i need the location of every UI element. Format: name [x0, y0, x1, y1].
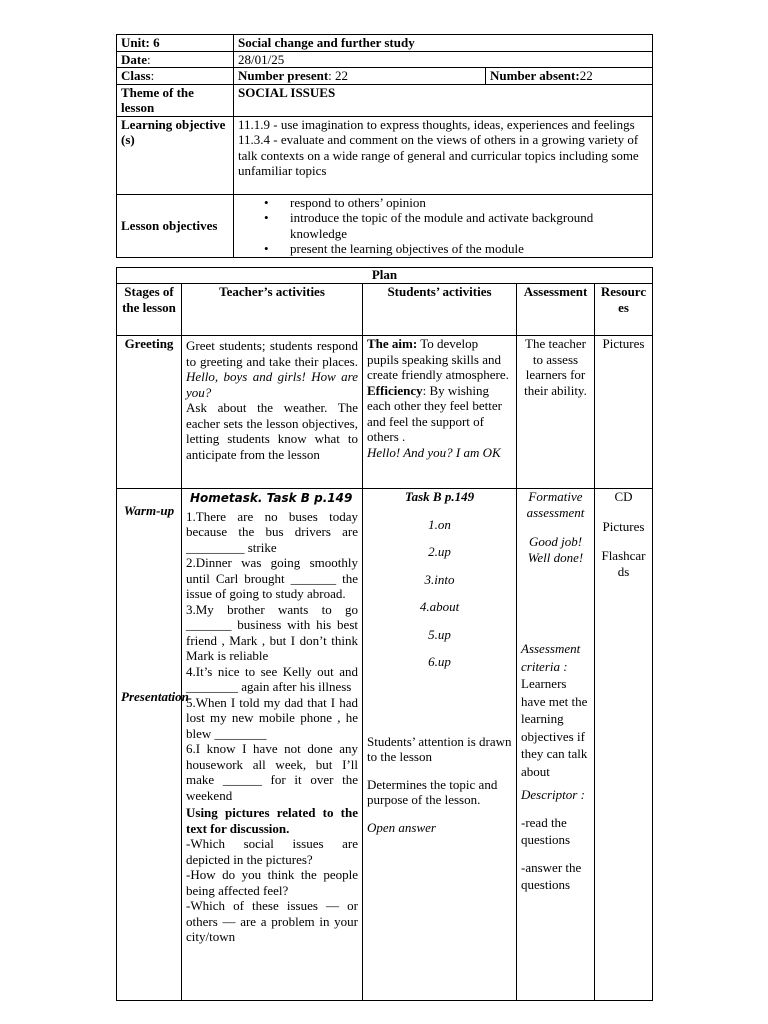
efficiency-label: Efficiency [367, 382, 423, 398]
absent-label: Number absent: [490, 68, 580, 83]
descriptor-1: -read the questions [521, 814, 571, 847]
lesson-objectives-cell [234, 194, 653, 257]
greeting-students-cell [363, 336, 517, 489]
main-teacher-cell [182, 489, 363, 1001]
main-assessment-cell [517, 489, 595, 1001]
col-assessment: Assessment [517, 284, 595, 336]
task-title: Task B p.149 [404, 489, 475, 504]
discussion-2: -How do you think the people being affected feel? [186, 867, 358, 898]
unit-label: Unit: 6 [117, 35, 234, 52]
theme-label: Theme of the lesson [117, 84, 234, 116]
learning-objective-2: 11.3.4 - evaluate and comment on the views of others in a growing variety of talk contexts on a wide range of general and curricular topics including some unfamiliar topics [238, 132, 639, 178]
lesson-objectives-label: Lesson objectives [117, 194, 234, 257]
present-value: : 22 [328, 68, 349, 83]
lesson-plan-table [116, 267, 653, 1001]
lesson-objective-item: • present the learning objectives of the module [290, 241, 648, 257]
answer-5: 5.up [428, 626, 451, 642]
lesson-objective-item: • respond to others’ opinion [290, 195, 648, 211]
question-1: 1.There are no buses today because the bus drivers are _________ strike [186, 508, 358, 555]
main-stage-cell [117, 489, 189, 1001]
question-4: 4.It’s nice to see Kelly out and ________ again after his illness [186, 663, 358, 694]
question-3: 3.My brother wants to go _______ business with his best friend , Mark , but I don’t think Mark is reliable [186, 601, 358, 663]
determines-text: Determines the topic and purpose of the lesson. [367, 776, 498, 807]
criteria-label: Assessment criteria : [521, 641, 581, 674]
criteria-text: Learners have met the learning objectives if they can talk about [521, 676, 588, 779]
answer-6: 6.up [428, 654, 451, 669]
resource-cd: CD [614, 489, 633, 504]
greeting-teacher-text: Greet students; students respond to greeting and take their places. [186, 338, 358, 369]
present-label: Number present [238, 68, 329, 83]
greeting-phrase: Hello, boys and girls! How are you? [186, 369, 358, 400]
student-reply: Hello! And you? I am OK [367, 444, 501, 460]
resource-pictures: Pictures [602, 518, 645, 534]
answer-3: 3.into [424, 571, 455, 587]
hometask-title: Hometask. Task B p.149 [190, 491, 353, 505]
resource-flashcards: Flashcards [601, 548, 646, 579]
col-students: Students’ activities [363, 284, 517, 336]
col-teacher: Teacher’s activities [182, 284, 363, 336]
class-label-cell [117, 68, 234, 85]
class-label: Class [121, 68, 151, 83]
plan-heading: Plan [117, 268, 653, 284]
descriptor-2: -answer the questions [521, 859, 582, 892]
descriptor-label: Descriptor : [521, 787, 585, 802]
main-students-cell [363, 489, 517, 1001]
class-colon: : [150, 68, 155, 83]
stage-presentation: Presentation [121, 688, 189, 704]
greeting-teacher-cell [182, 336, 363, 489]
theme-value: SOCIAL ISSUES [234, 84, 653, 116]
praise-text: Good job! Well done! [527, 534, 584, 565]
stage-greeting: Greeting [117, 336, 182, 489]
formative-assessment: Formative assessment [526, 489, 585, 520]
absent-value: 22 [579, 68, 593, 83]
col-resources: Resources [595, 284, 653, 336]
question-2: 2.Dinner was going smoothly until Carl brought _______ the issue of going to study abroad. [186, 555, 358, 601]
question-5: 5.When I told my dad that I had lost my new mobile phone , he blew ________ [186, 694, 358, 741]
greeting-teacher-text-2: Ask about the weather. The eacher sets the lesson objectives, letting students know what to anticipate from the lesson [186, 400, 358, 462]
greeting-resources: Pictures [595, 336, 653, 489]
date-label-cell [117, 51, 234, 68]
learning-objective-1: 11.1.9 - use imagination to express thoughts, ideas, experiences and feelings [238, 116, 635, 132]
aim-label: The aim: [367, 336, 418, 351]
lesson-objectives-list [238, 195, 648, 257]
discussion-3: -Which of these issues — or others — are a problem in your city/town [186, 898, 358, 944]
date-value: 28/01/25 [234, 51, 653, 68]
unit-value: Social change and further study [234, 35, 653, 52]
col-stages: Stages of the lesson [117, 284, 182, 336]
lesson-objective-item: • introduce the topic of the module and activate background knowledge [290, 210, 648, 241]
answer-4: 4.about [419, 599, 460, 614]
date-colon: : [147, 51, 151, 67]
answer-2: 2.up [428, 544, 451, 559]
lesson-header-table [116, 34, 653, 258]
absent-cell [486, 68, 653, 85]
attention-text: Students’ attention is drawn to the lesson [367, 733, 512, 764]
question-6: 6.I know I have not done any housework all week, but I’ll make ______ for it over the weekend [186, 741, 358, 803]
learning-objective-label: Learning objective (s) [117, 116, 234, 194]
date-label: Date [121, 51, 147, 67]
answer-1: 1.on [428, 516, 451, 532]
stage-warmup: Warm-up [123, 503, 175, 518]
main-resources-cell [595, 489, 653, 1001]
present-cell [234, 68, 486, 85]
pictures-heading: Using pictures related to the text for discussion. [186, 805, 358, 836]
greeting-assessment: The teacher to assess learners for their ability. [517, 336, 595, 489]
discussion-1: -Which social issues are depicted in the pictures? [186, 836, 358, 867]
efficiency-text: : By wishing each other they feel better and feel the support of others . [367, 382, 502, 444]
learning-objectives-cell [234, 116, 653, 194]
open-answer: Open answer [367, 819, 436, 835]
aim-text: To develop pupils speaking skills and create friendly atmosphere. [367, 336, 509, 382]
